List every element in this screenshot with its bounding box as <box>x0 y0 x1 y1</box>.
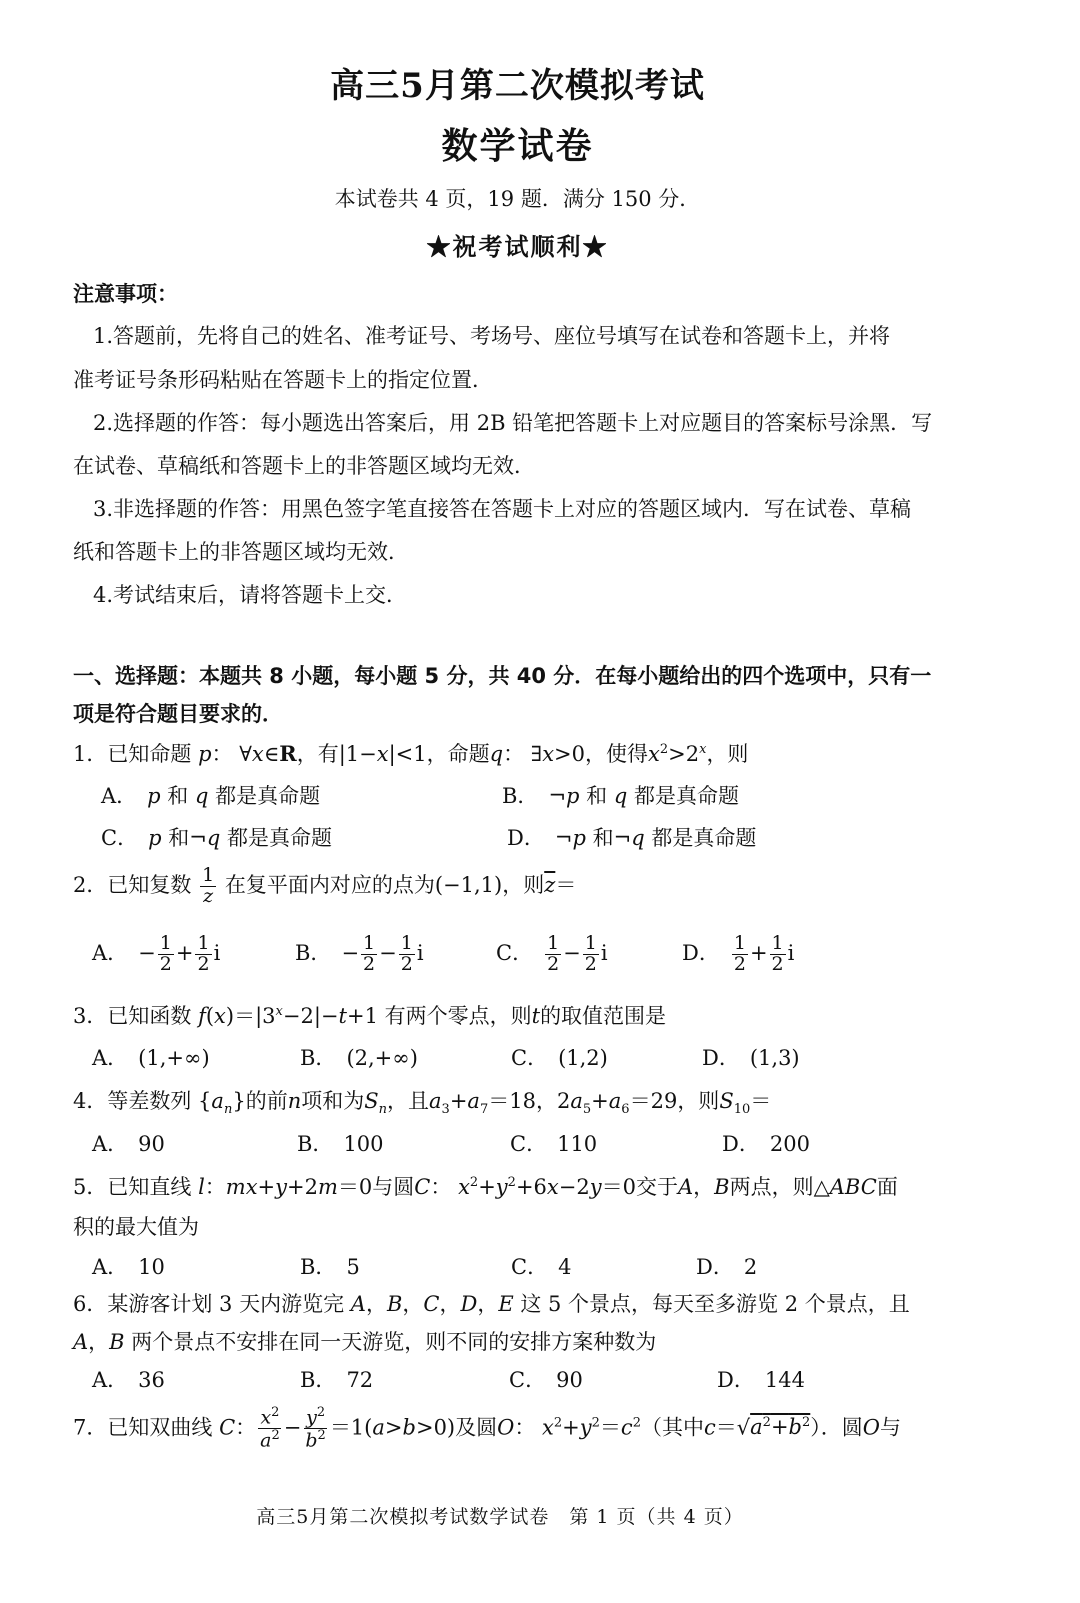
q5-option-d[interactable]: D． 2 <box>696 1255 758 1279</box>
q4-option-a[interactable]: A． 90 <box>92 1132 165 1156</box>
q2-option-b[interactable]: B． − $\frac{1}{2}$ − $\frac{1}{2}$ i <box>295 932 424 975</box>
notice-line: 纸和答题卡上的非答题区域均无效． <box>73 540 409 564</box>
q5-option-c[interactable]: C． 4 <box>511 1255 572 1279</box>
question-4: 4．等差数列 $\{a_n\}$的前n项和为$S_n$，且$a_3+a_7=18$，$2a_5+a_6=29$，则$S_{10}=$ <box>73 1089 772 1118</box>
q2-option-d[interactable]: D． $\frac{1}{2}$ + $\frac{1}{2}$ i <box>682 932 795 975</box>
notice-line: 1.答题前，先将自己的姓名、准考证号、考场号、座位号填写在试卷和答题卡上，并将 <box>93 324 891 348</box>
q5-option-a[interactable]: A． 10 <box>92 1255 165 1279</box>
q3-option-b[interactable]: B． (2,+∞) <box>300 1046 418 1070</box>
exam-title: 高三5月第二次模拟考试 <box>330 66 705 106</box>
notice-heading: 注意事项： <box>73 282 178 306</box>
question-1: 1．已知命题 p： ∀x∈R，有|1−x|<1，命题q： ∃x>0，使得$x^2>2^x$，则 <box>73 741 749 766</box>
question-6: 6．某游客计划 3 天内游览完 A，B，C，D，E 这 5 个景点，每天至多游览 2 个景点，且 <box>73 1292 910 1316</box>
fraction: $\frac{1}{z}$ <box>202 864 215 907</box>
notice-line: 准考证号条形码粘贴在答题卡上的指定位置． <box>73 368 493 392</box>
q4-option-b[interactable]: B． 100 <box>297 1132 384 1156</box>
section-heading-cont: 项是符合题目要求的． <box>73 702 283 726</box>
q3-option-d[interactable]: D． (1,3) <box>702 1046 800 1070</box>
q4-option-c[interactable]: C． 110 <box>510 1132 598 1156</box>
q6-option-d[interactable]: D． 144 <box>717 1368 805 1392</box>
q4-option-d[interactable]: D． 200 <box>722 1132 810 1156</box>
section-heading: 一、选择题：本题共 8 小题，每小题 5 分，共 40 分．在每小题给出的四个选项中，只有一 <box>73 664 932 688</box>
question-2: 2．已知复数 $\frac{1}{z}$ 在复平面内对应的点为(−1,1)，则$\overline{z}=$ <box>73 864 577 907</box>
q6-option-a[interactable]: A． 36 <box>92 1368 165 1392</box>
q3-option-a[interactable]: A． (1,+∞) <box>92 1046 210 1070</box>
notice-line: 4.考试结束后，请将答题卡上交． <box>93 583 408 607</box>
q6-option-b[interactable]: B． 72 <box>300 1368 374 1392</box>
q1-option-b[interactable]: B． ¬p 和 q 都是真命题 <box>502 784 739 808</box>
question-3: 3．已知函数 $f(x)=|3^x-2|-t+1$ 有两个零点，则t的取值范围是 <box>73 1004 667 1028</box>
q3-option-c[interactable]: C． (1,2) <box>511 1046 608 1070</box>
q1-option-a[interactable]: A． p 和 q 都是真命题 <box>101 784 321 808</box>
exam-info: 本试卷共 4 页，19 题．满分 150 分． <box>334 187 701 211</box>
q1-option-d[interactable]: D． ¬p 和¬q 都是真命题 <box>507 826 757 850</box>
page-footer: 高三5月第二次模拟考试数学试卷 第 1 页（共 4 页） <box>256 1506 744 1528</box>
good-luck-banner: ★祝考试顺利★ <box>426 232 609 261</box>
q2-option-c[interactable]: C． $\frac{1}{2}$ − $\frac{1}{2}$ i <box>496 932 608 975</box>
q6-option-c[interactable]: C． 90 <box>509 1368 583 1392</box>
question-5-cont: 积的最大值为 <box>73 1215 199 1239</box>
notice-line: 在试卷、草稿纸和答题卡上的非答题区域均无效． <box>73 454 535 478</box>
question-6-cont: A，B 两个景点不安排在同一天游览，则不同的安排方案种数为 <box>73 1330 657 1354</box>
q1-option-c[interactable]: C． p 和¬q 都是真命题 <box>101 826 332 850</box>
exam-subtitle: 数学试卷 <box>441 125 594 167</box>
question-5: 5．已知直线 l：mx+y+2m＝0与圆C： $x^2+y^2+6x-2y=0$交于A，B两点，则△ABC面 <box>73 1175 898 1199</box>
question-7: 7．已知双曲线 C： $\frac{x^2}{a^2}$ − $\frac{y^2}{b^2}$ ＝1(a>b>0)及圆O： $x^2+y^2=c^2$（其中$c=√a^2+b^2$）．圆O与 <box>73 1405 901 1452</box>
q5-option-b[interactable]: B． 5 <box>300 1255 360 1279</box>
notice-line: 2.选择题的作答：每小题选出答案后，用 2B 铅笔把答题卡上对应题目的答案标号涂黑．写 <box>93 411 933 435</box>
q2-option-a[interactable]: A． − $\frac{1}{2}$ + $\frac{1}{2}$ i <box>92 932 221 975</box>
notice-line: 3.非选择题的作答：用黑色签字笔直接答在答题卡上对应的答题区域内．写在试卷、草稿 <box>93 497 912 521</box>
